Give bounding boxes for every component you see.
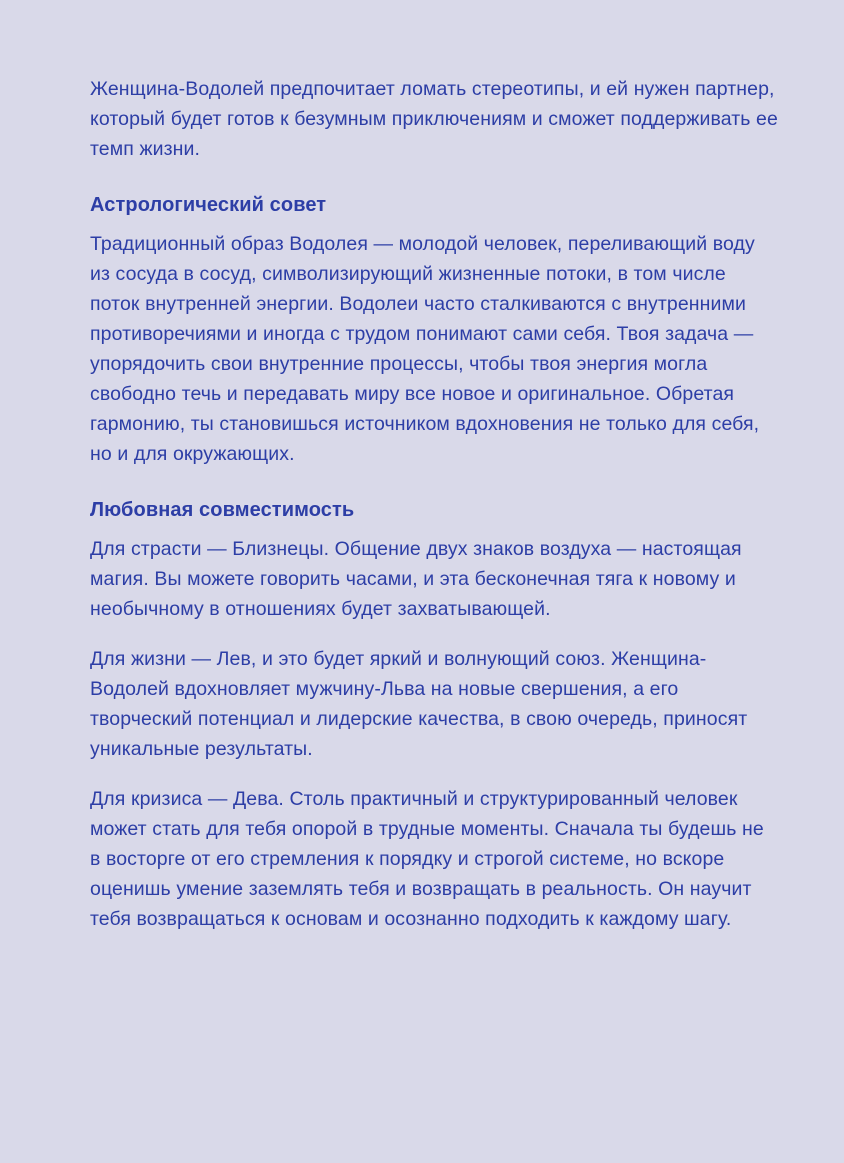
intro-paragraph: Женщина-Водолей предпочитает ломать стереотипы, и ей нужен партнер, который будет готов к безумным приключениям и сможет поддерживать ее темп жизни. [90, 78, 778, 160]
compatibility-life-paragraph: Для жизни — Лев, и это будет яркий и волнующий союз. Женщина-Водолей вдохновляет мужчину-Льва на новые свершения, а его творческий потенциал и лидерские качества, в свою очередь, приносят уникальные результаты. [90, 648, 748, 760]
section-heading-love-compatibility: Любовная совместимость [90, 499, 355, 521]
compatibility-passion-paragraph: Для страсти — Близнецы. Общение двух знаков воздуха — настоящая магия. Вы можете говорить часами, и эта бесконечная тяга к новому и необычному в отношениях будет захватывающей. [90, 538, 742, 620]
astrological-advice-paragraph: Традиционный образ Водолея — молодой человек, переливающий воду из сосуда в сосуд, символизирующий жизненные потоки, в том числе поток внутренней энергии. Водолеи часто сталкиваются с внутренними противоречиями и иногда с трудом понимают сами себя. Твоя задача — упорядочить свои внутренние процессы, чтобы твоя энергия могла свободно течь и передавать миру все новое и оригинальное. Обретая гармонию, ты становишься источником вдохновения не только для себя, но и для окружающих. [90, 233, 760, 465]
compatibility-crisis-paragraph: Для кризиса — Дева. Столь практичный и структурированный человек может стать для тебя опорой в трудные моменты. Сначала ты будешь не в восторге от его стремления к порядку и строгой системе, но вскоре оценишь умение заземлять тебя и возвращать в реальность. Он научит тебя возвращаться к основам и осознанно подходить к каждому шагу. [90, 788, 764, 930]
section-heading-astrological-advice: Астрологический совет [90, 194, 327, 216]
